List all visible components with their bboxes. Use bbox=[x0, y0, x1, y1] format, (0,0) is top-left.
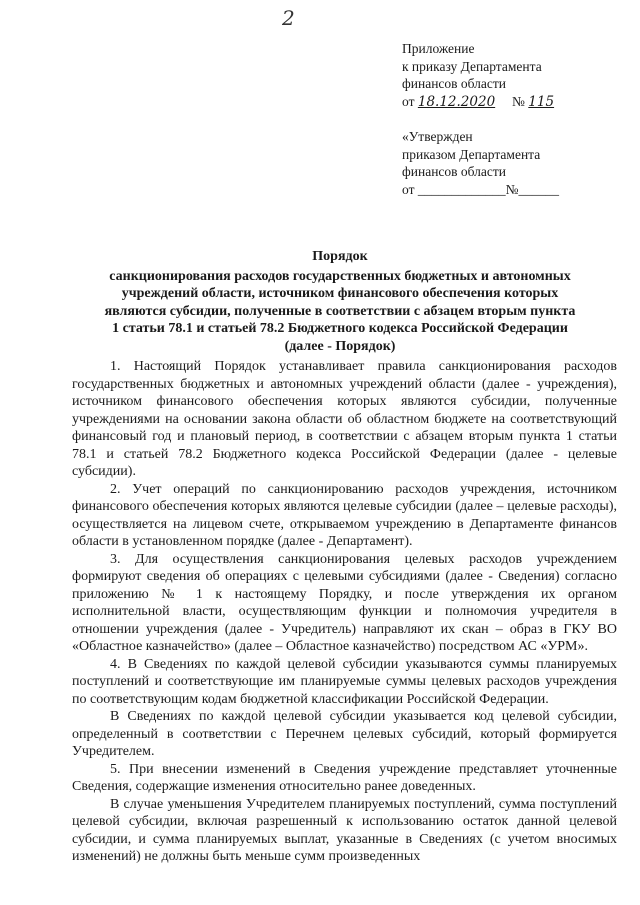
title-heading: Порядок bbox=[312, 249, 368, 264]
title-line: санкционирования расходов государственных бюджетных и автономных bbox=[109, 268, 571, 284]
handwritten-number: 115 bbox=[528, 93, 555, 110]
paragraph: В Сведениях по каждой целевой субсидии указывается код целевой субсидии, определенный в соответствии с Перечнем целевых субсидий, который формируется Учредителем. bbox=[72, 709, 617, 759]
approved-line: приказом Департамента bbox=[402, 146, 541, 162]
approved-line: «Утвержден bbox=[402, 129, 473, 144]
paragraph: В случае уменьшения Учредителем планируемых поступлений, сумма поступлений целевой субсидии, включая разрешенный к использованию остаток данной целевой субсидии, и сумма планируемых выплат, указанные в Сведениях (с учетом вносимых изменений) не должны быть меньше сумм произведенных bbox=[72, 796, 617, 864]
title-line: учреждений области, источником финансового обеспечения которых bbox=[121, 286, 559, 301]
number-prefix: № bbox=[512, 93, 525, 109]
appendix-block bbox=[402, 40, 632, 111]
approved-date-line: от _____________№______ bbox=[402, 181, 559, 197]
appendix-line: Приложение bbox=[402, 41, 475, 56]
approved-line: финансов области bbox=[402, 164, 507, 179]
title-line: являются субсидии, полученные в соответствии с абзацем вторым пункта bbox=[104, 303, 576, 319]
appendix-date-line bbox=[402, 93, 632, 112]
document-body bbox=[72, 358, 617, 866]
page-number: 2 bbox=[282, 6, 295, 30]
paragraph: 1. Настоящий Порядок устанавливает правила санкционирования расходов государственных бюджетных и автономных учреждений области (далее - учреждения), источником финансового обеспечения которых являются субсидии, полученные учреждениями на основании закона области об областном бюджете на соответствующий финансовый год и плановый период, в соответствии с абзацем вторым пункта 1 статьи 78.1 и статьей 78.2 Бюджетного кодекса Российской Федерации (далее - целевые субсидии). bbox=[72, 359, 617, 479]
handwritten-date: 18.12.2020 bbox=[417, 93, 496, 110]
approved-block bbox=[402, 128, 632, 198]
date-prefix: от bbox=[402, 93, 415, 109]
paragraph: 2. Учет операций по санкционированию расходов учреждения, источником финансового обеспечения которых являются целевые субсидии (далее – целевые расходы), осуществляется на лицевом счете, открываемом учреждению в Департаменте финансов области в установленном порядке (далее - Департамент). bbox=[72, 481, 617, 549]
paragraph: 5. При внесении изменений в Сведения учреждение представляет уточненные Сведения, содержащие изменения относительно ранее доведенных. bbox=[72, 761, 617, 794]
title-line: (далее - Порядок) bbox=[284, 338, 396, 354]
paragraph: 3. Для осуществления санкционирования целевых расходов учреждением формируют сведения об операциях с целевыми субсидиями (далее - Сведения) согласно приложению № 1 к настоящему Порядку, и после утверждения их органом исполнительной власти, осуществляющим функции и полномочия учредителя в отношении учреждения (далее - Учредитель) направляют их скан – образ в ГКУ ВО «Областное казначейство» (далее – Областное казначейство) посредством АС «УРМ». bbox=[72, 551, 617, 654]
appendix-line: к приказу Департамента bbox=[402, 58, 542, 74]
appendix-line: финансов области bbox=[402, 76, 507, 91]
document-title bbox=[60, 248, 620, 355]
title-line: 1 статьи 78.1 и статьей 78.2 Бюджетного кодекса Российской Федерации bbox=[112, 321, 568, 336]
paragraph: 4. В Сведениях по каждой целевой субсидии указываются суммы планируемых поступлений и соответствующие им планируемые суммы целевых расходов учреждения по соответствующим кодам бюджетной классификации Российской Федерации. bbox=[72, 656, 617, 707]
